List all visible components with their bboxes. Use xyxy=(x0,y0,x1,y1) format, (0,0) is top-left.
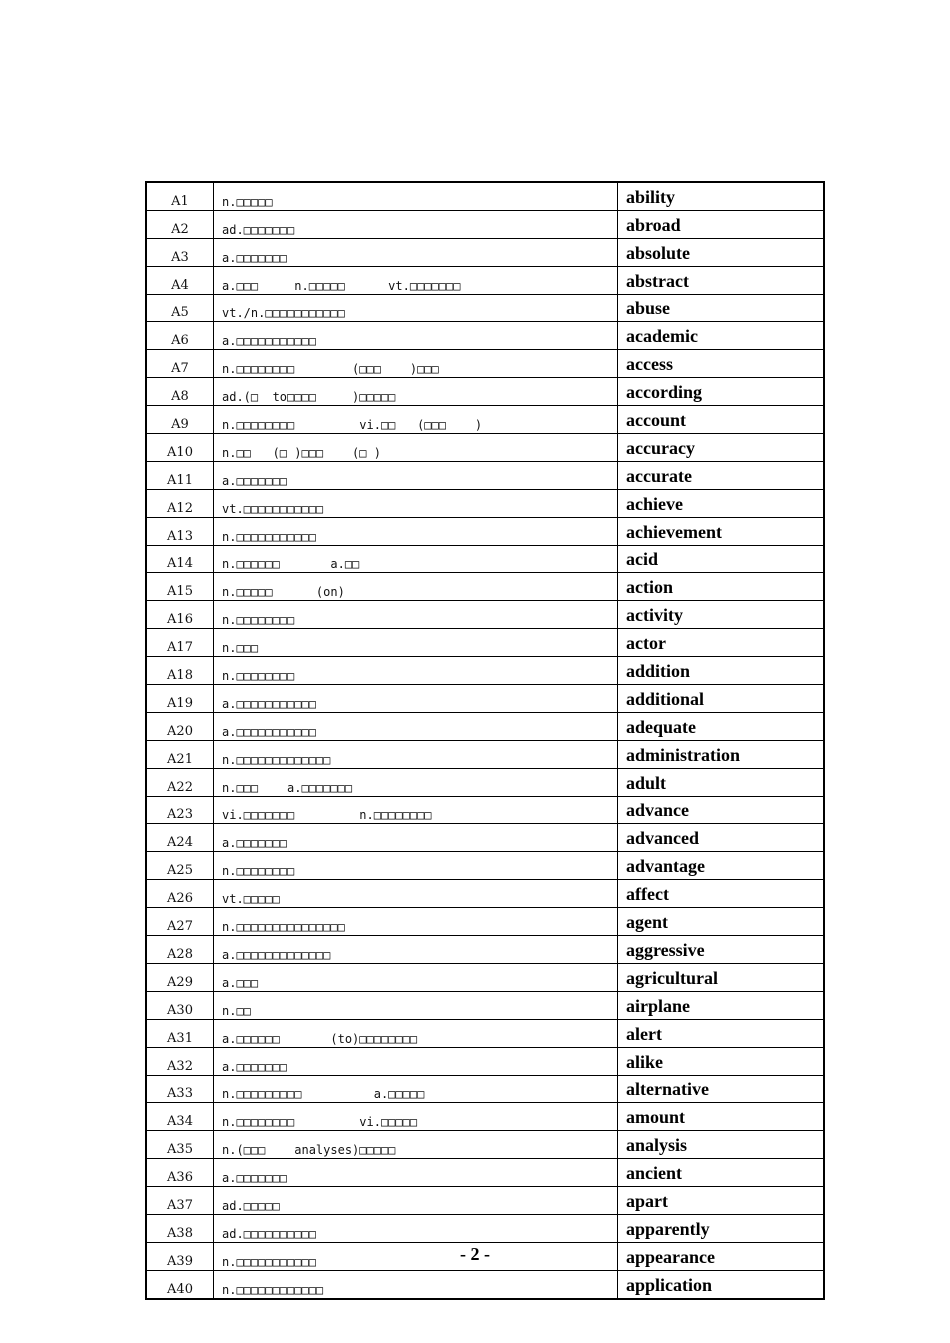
table-row xyxy=(146,1187,824,1215)
entry-code: A31 xyxy=(146,1019,214,1047)
entry-definition: a.□□□ n.□□□□□ vt.□□□□□□□ xyxy=(214,266,618,294)
entry-definition: n.□□□□□□□□□□□□□ xyxy=(214,740,618,768)
entry-code: A28 xyxy=(146,936,214,964)
entry-word: agricultural xyxy=(618,963,825,991)
entry-word: absolute xyxy=(618,238,825,266)
entry-code: A20 xyxy=(146,712,214,740)
entry-definition: n.□□□□□□□□□□□ xyxy=(214,1242,618,1270)
entry-definition: ad.(□ to□□□□ )□□□□□ xyxy=(214,378,618,406)
entry-word: alert xyxy=(618,1019,825,1047)
table-row xyxy=(146,1131,824,1159)
entry-code: A26 xyxy=(146,880,214,908)
entry-code: A33 xyxy=(146,1075,214,1103)
table-row xyxy=(146,378,824,406)
entry-code: A37 xyxy=(146,1187,214,1215)
entry-definition: n.□□□ a.□□□□□□□ xyxy=(214,768,618,796)
entry-word: alike xyxy=(618,1047,825,1075)
table-row xyxy=(146,1047,824,1075)
entry-definition: n.□□□□□□□□ (□□□ )□□□ xyxy=(214,350,618,378)
entry-code: A1 xyxy=(146,182,214,210)
entry-definition: n.□□□□□ (on) xyxy=(214,573,618,601)
entry-word: abstract xyxy=(618,266,825,294)
entry-code: A12 xyxy=(146,489,214,517)
entry-word: achieve xyxy=(618,489,825,517)
entry-code: A39 xyxy=(146,1242,214,1270)
entry-definition: ad.□□□□□□□ xyxy=(214,210,618,238)
entry-code: A19 xyxy=(146,685,214,713)
entry-word: academic xyxy=(618,322,825,350)
entry-code: A11 xyxy=(146,461,214,489)
entry-code: A10 xyxy=(146,434,214,462)
table-row xyxy=(146,210,824,238)
table-row xyxy=(146,908,824,936)
table-row xyxy=(146,350,824,378)
entry-definition: a.□□□□□□ (to)□□□□□□□□ xyxy=(214,1019,618,1047)
entry-code: A30 xyxy=(146,991,214,1019)
entry-definition: vt./n.□□□□□□□□□□□ xyxy=(214,294,618,322)
entry-word: adult xyxy=(618,768,825,796)
entry-word: appearance xyxy=(618,1242,825,1270)
entry-definition: vt.□□□□□ xyxy=(214,880,618,908)
entry-word: abuse xyxy=(618,294,825,322)
entry-word: application xyxy=(618,1270,825,1298)
entry-code: A35 xyxy=(146,1131,214,1159)
table-row xyxy=(146,712,824,740)
table-row xyxy=(146,266,824,294)
entry-definition: ad.□□□□□ xyxy=(214,1187,618,1215)
entry-definition: n.□□□□□□□□ vi.□□□□□ xyxy=(214,1103,618,1131)
table-row xyxy=(146,322,824,350)
entry-code: A36 xyxy=(146,1159,214,1187)
entry-definition: n.□□□□□□□□□□□□□□□ xyxy=(214,908,618,936)
entry-definition: n.□□□□□□□□ vi.□□ (□□□ ) xyxy=(214,406,618,434)
table-row xyxy=(146,1103,824,1131)
entry-definition: vi.□□□□□□□ n.□□□□□□□□ xyxy=(214,796,618,824)
entry-definition: n.□□□□□□ a.□□ xyxy=(214,545,618,573)
table-row xyxy=(146,963,824,991)
table-row xyxy=(146,294,824,322)
entry-word: adequate xyxy=(618,712,825,740)
table-row xyxy=(146,796,824,824)
table-row xyxy=(146,1019,824,1047)
entry-code: A22 xyxy=(146,768,214,796)
entry-code: A6 xyxy=(146,322,214,350)
table-row xyxy=(146,1214,824,1242)
entry-word: airplane xyxy=(618,991,825,1019)
entry-code: A24 xyxy=(146,824,214,852)
entry-word: addition xyxy=(618,657,825,685)
table-row xyxy=(146,434,824,462)
entry-word: according xyxy=(618,378,825,406)
entry-word: ancient xyxy=(618,1159,825,1187)
table-row xyxy=(146,936,824,964)
entry-code: A17 xyxy=(146,629,214,657)
page-number: - 2 - xyxy=(460,1244,490,1264)
entry-code: A27 xyxy=(146,908,214,936)
entry-definition: n.□□□□□□□□ xyxy=(214,852,618,880)
entry-definition: n.□□□ xyxy=(214,629,618,657)
entry-code: A4 xyxy=(146,266,214,294)
entry-definition: a.□□□□□□□ xyxy=(214,1047,618,1075)
entry-definition: n.(□□□ analyses)□□□□□ xyxy=(214,1131,618,1159)
entry-definition: a.□□□□□□□□□□□ xyxy=(214,685,618,713)
entry-definition: ad.□□□□□□□□□□ xyxy=(214,1214,618,1242)
entry-code: A9 xyxy=(146,406,214,434)
table-row xyxy=(146,657,824,685)
entry-word: agent xyxy=(618,908,825,936)
table-row xyxy=(146,880,824,908)
table-row xyxy=(146,517,824,545)
entry-definition: a.□□□□□□□ xyxy=(214,461,618,489)
table-row xyxy=(146,238,824,266)
table-row xyxy=(146,573,824,601)
entry-word: aggressive xyxy=(618,936,825,964)
entry-code: A13 xyxy=(146,517,214,545)
entry-definition: n.□□□□□□□□□ a.□□□□□ xyxy=(214,1075,618,1103)
entry-word: affect xyxy=(618,880,825,908)
table-row xyxy=(146,406,824,434)
table-row xyxy=(146,461,824,489)
entry-definition: n.□□□□□□□□ xyxy=(214,601,618,629)
entry-definition: a.□□□□□□□□□□□ xyxy=(214,712,618,740)
entry-word: action xyxy=(618,573,825,601)
entry-word: accuracy xyxy=(618,434,825,462)
entry-word: additional xyxy=(618,685,825,713)
entry-definition: n.□□□□□□□□□□□□ xyxy=(214,1270,618,1298)
entry-code: A15 xyxy=(146,573,214,601)
entry-definition: a.□□□□□□□□□□□ xyxy=(214,322,618,350)
entry-word: abroad xyxy=(618,210,825,238)
entry-word: access xyxy=(618,350,825,378)
entry-word: account xyxy=(618,406,825,434)
table-row xyxy=(146,685,824,713)
table-row xyxy=(146,1159,824,1187)
entry-word: advanced xyxy=(618,824,825,852)
entry-word: acid xyxy=(618,545,825,573)
entry-word: amount xyxy=(618,1103,825,1131)
table-row xyxy=(146,768,824,796)
entry-code: A29 xyxy=(146,963,214,991)
entry-code: A25 xyxy=(146,852,214,880)
entry-word: apart xyxy=(618,1187,825,1215)
table-row xyxy=(146,824,824,852)
entry-definition: a.□□□□□□□□□□□□□ xyxy=(214,936,618,964)
entry-code: A14 xyxy=(146,545,214,573)
entry-code: A2 xyxy=(146,210,214,238)
entry-code: A8 xyxy=(146,378,214,406)
entry-code: A7 xyxy=(146,350,214,378)
entry-code: A5 xyxy=(146,294,214,322)
entry-definition: n.□□ (□ )□□□ (□ ) xyxy=(214,434,618,462)
entry-definition: a.□□□□□□□ xyxy=(214,1159,618,1187)
entry-code: A23 xyxy=(146,796,214,824)
entry-code: A32 xyxy=(146,1047,214,1075)
entry-word: activity xyxy=(618,601,825,629)
table-row xyxy=(146,545,824,573)
entry-code: A18 xyxy=(146,657,214,685)
table-row xyxy=(146,1075,824,1103)
entry-word: actor xyxy=(618,629,825,657)
table-row xyxy=(146,991,824,1019)
entry-word: ability xyxy=(618,182,825,210)
entry-word: achievement xyxy=(618,517,825,545)
table-row xyxy=(146,489,824,517)
entry-code: A3 xyxy=(146,238,214,266)
entry-definition: n.□□ xyxy=(214,991,618,1019)
entry-definition: a.□□□ xyxy=(214,963,618,991)
entry-code: A21 xyxy=(146,740,214,768)
entry-definition: vt.□□□□□□□□□□□ xyxy=(214,489,618,517)
entry-definition: n.□□□□□□□□□□□ xyxy=(214,517,618,545)
entry-definition: a.□□□□□□□ xyxy=(214,238,618,266)
table-row xyxy=(146,740,824,768)
entry-word: advantage xyxy=(618,852,825,880)
entry-word: accurate xyxy=(618,461,825,489)
table-row xyxy=(146,601,824,629)
entry-code: A38 xyxy=(146,1214,214,1242)
entry-word: advance xyxy=(618,796,825,824)
entry-word: apparently xyxy=(618,1214,825,1242)
entry-definition: n.□□□□□□□□ xyxy=(214,657,618,685)
entry-word: analysis xyxy=(618,1131,825,1159)
table-row xyxy=(146,182,824,210)
entry-code: A16 xyxy=(146,601,214,629)
entry-code: A34 xyxy=(146,1103,214,1131)
table-row xyxy=(146,852,824,880)
table-row xyxy=(146,629,824,657)
entry-word: alternative xyxy=(618,1075,825,1103)
vocabulary-table-body xyxy=(146,182,824,1299)
vocabulary-table xyxy=(145,181,825,1300)
table-row xyxy=(146,1270,824,1298)
entry-code: A40 xyxy=(146,1270,214,1298)
entry-definition: n.□□□□□ xyxy=(214,182,618,210)
entry-definition: a.□□□□□□□ xyxy=(214,824,618,852)
entry-word: administration xyxy=(618,740,825,768)
